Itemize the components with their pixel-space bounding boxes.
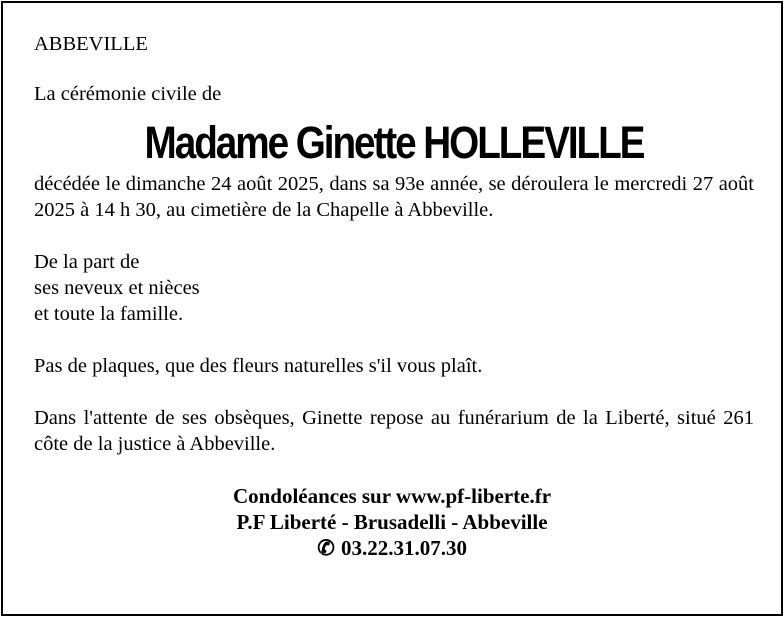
phone-line bbox=[3, 535, 781, 561]
condolences-line: Condoléances sur www.pf-liberte.fr bbox=[232, 484, 552, 508]
deceased-name: Madame Ginette HOLLEVILLE bbox=[144, 117, 644, 168]
funeral-home-name: P.F Liberté - Brusadelli - Abbeville bbox=[236, 510, 548, 534]
from-line-1: De la part de bbox=[34, 251, 140, 273]
funeral-home-footer bbox=[3, 483, 781, 561]
phone-number: 03.22.31.07.30 bbox=[341, 536, 467, 560]
obituary-notice bbox=[1, 1, 783, 616]
ceremony-text: décédée le dimanche 24 août 2025, dans sa 93e année, se déroulera le mercredi 27 août 2025 à 14 h 30, au cimetière de la Chapelle à Abbeville. bbox=[34, 173, 754, 221]
phone-icon: ✆ bbox=[317, 536, 335, 560]
from-line-2: ses neveux et nièces bbox=[34, 277, 200, 299]
notice-body bbox=[34, 31, 754, 457]
family-block bbox=[34, 249, 754, 327]
flowers-text: Pas de plaques, que des fleurs naturelles s'il vous plaît. bbox=[34, 355, 483, 377]
rest-text: Dans l'attente de ses obsèques, Ginette repose au funérarium de la Liberté, situé 261 côte de la justice à Abbeville. bbox=[34, 407, 754, 455]
from-line-3: et toute la famille. bbox=[34, 303, 184, 325]
city-heading: ABBEVILLE bbox=[34, 33, 148, 55]
intro-text: La cérémonie civile de bbox=[34, 83, 222, 105]
